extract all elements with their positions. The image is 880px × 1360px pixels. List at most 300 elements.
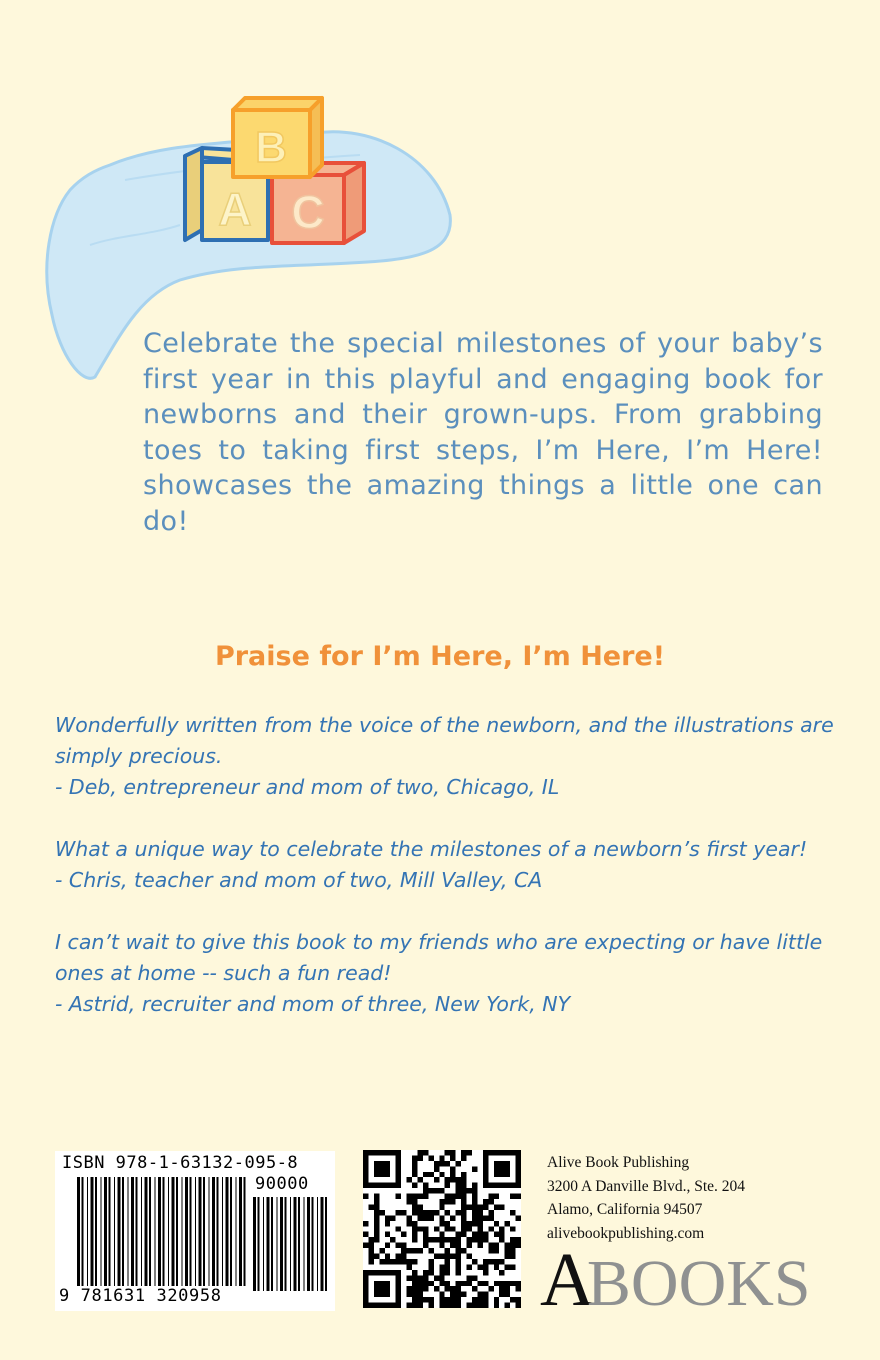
qr-module [499, 1204, 504, 1209]
review-attribution: - Chris, teacher and mom of two, Mill Valley, CA [55, 868, 543, 892]
qr-module [423, 1286, 428, 1291]
isbn-label: ISBN 978-1-63132-095-8 [62, 1153, 299, 1173]
qr-module [417, 1297, 422, 1302]
qr-module [385, 1150, 390, 1155]
qr-module [434, 1188, 439, 1193]
barcode-bar [267, 1197, 270, 1291]
qr-module [385, 1259, 390, 1264]
qr-module [505, 1161, 510, 1166]
qr-module [461, 1194, 466, 1199]
qr-module [445, 1150, 450, 1155]
qr-module [467, 1303, 472, 1308]
qr-module [439, 1199, 444, 1204]
qr-module [505, 1166, 510, 1171]
qr-module [385, 1221, 390, 1226]
qr-module [450, 1286, 455, 1291]
qr-module [374, 1226, 379, 1231]
qr-module [417, 1204, 422, 1209]
qr-module [396, 1254, 401, 1259]
qr-module [445, 1264, 450, 1269]
barcode-bar [263, 1197, 264, 1291]
qr-module [439, 1188, 444, 1193]
qr-module [461, 1248, 466, 1253]
qr-module [396, 1172, 401, 1177]
qr-module [505, 1281, 510, 1286]
qr-module [423, 1183, 428, 1188]
qr-module [499, 1166, 504, 1171]
barcode-bar [277, 1197, 278, 1291]
qr-module [390, 1259, 395, 1264]
qr-module [396, 1150, 401, 1155]
qr-module [477, 1215, 482, 1220]
qr-module [505, 1243, 510, 1248]
barcode-bar [182, 1177, 183, 1286]
barcode-bar [217, 1177, 219, 1286]
barcode-bar [118, 1177, 121, 1286]
qr-module [467, 1275, 472, 1280]
qr-module [488, 1194, 493, 1199]
qr-module [467, 1281, 472, 1286]
qr-module [412, 1270, 417, 1275]
barcode-bar [128, 1177, 129, 1286]
barcode-bar [209, 1177, 210, 1286]
qr-module [456, 1254, 461, 1259]
qr-module [445, 1248, 450, 1253]
qr-module [363, 1275, 368, 1280]
qr-module [396, 1292, 401, 1297]
qr-module [439, 1155, 444, 1160]
qr-module [461, 1155, 466, 1160]
qr-module [483, 1270, 488, 1275]
qr-module [368, 1237, 373, 1242]
barcode-bar [317, 1197, 318, 1291]
qr-module [439, 1303, 444, 1308]
qr-module [505, 1248, 510, 1253]
review-quote: What a unique way to celebrate the milestones of a newborn’s first year! [55, 837, 808, 861]
qr-module [456, 1237, 461, 1242]
qr-module [516, 1166, 521, 1171]
qr-module [439, 1204, 444, 1209]
qr-module [407, 1259, 412, 1264]
qr-module [461, 1172, 466, 1177]
logo-initial: A [540, 1238, 595, 1322]
ean-digits: 9 781631 320958 [59, 1286, 222, 1306]
qr-module [363, 1183, 368, 1188]
barcode-bar [95, 1177, 97, 1286]
qr-module [379, 1303, 384, 1308]
barcode-bar [195, 1177, 196, 1286]
barcode-bar [91, 1177, 94, 1286]
qr-module [461, 1210, 466, 1215]
qr-module [499, 1281, 504, 1286]
qr-module [467, 1254, 472, 1259]
qr-module [483, 1183, 488, 1188]
qr-module [516, 1297, 521, 1302]
qr-module [434, 1286, 439, 1291]
barcode-bar [294, 1197, 297, 1291]
qr-module [374, 1232, 379, 1237]
qr-module [374, 1270, 379, 1275]
qr-module [505, 1150, 510, 1155]
qr-module [439, 1161, 444, 1166]
qr-module [428, 1270, 433, 1275]
barcode-bar [158, 1177, 161, 1286]
qr-module [483, 1161, 488, 1166]
qr-module [439, 1172, 444, 1177]
qr-module [396, 1155, 401, 1160]
barcode-bar [312, 1197, 314, 1291]
qr-module [483, 1172, 488, 1177]
qr-module [434, 1210, 439, 1215]
barcode-bar [271, 1197, 273, 1291]
qr-module [385, 1215, 390, 1220]
qr-module [363, 1172, 368, 1177]
qr-module [412, 1232, 417, 1237]
qr-module [505, 1183, 510, 1188]
qr-module [450, 1199, 455, 1204]
qr-module [445, 1303, 450, 1308]
qr-module [494, 1232, 499, 1237]
review-attribution: - Astrid, recruiter and mom of three, New York, NY [55, 992, 571, 1016]
barcode-bar [199, 1177, 202, 1286]
qr-module [363, 1297, 368, 1302]
qr-module [510, 1254, 515, 1259]
qr-module [445, 1226, 450, 1231]
qr-module [423, 1281, 428, 1286]
qr-module [396, 1210, 401, 1215]
qr-module [428, 1215, 433, 1220]
qr-module [472, 1237, 477, 1242]
qr-module [407, 1248, 412, 1253]
qr-module [477, 1303, 482, 1308]
qr-module [516, 1215, 521, 1220]
qr-module [374, 1281, 379, 1286]
qr-module [494, 1281, 499, 1286]
qr-module [423, 1150, 428, 1155]
qr-module [423, 1243, 428, 1248]
qr-module [417, 1155, 422, 1160]
barcode-bar [163, 1177, 165, 1286]
qr-module [450, 1177, 455, 1182]
qr-code [363, 1150, 521, 1308]
qr-module [412, 1221, 417, 1226]
qr-module [516, 1281, 521, 1286]
qr-module [456, 1259, 461, 1264]
qr-module [439, 1281, 444, 1286]
barcode-bar [87, 1177, 88, 1286]
qr-module [494, 1204, 499, 1209]
qr-module [363, 1281, 368, 1286]
barcode-bar [290, 1197, 291, 1291]
qr-module [374, 1237, 379, 1242]
barcode-bar [168, 1177, 169, 1286]
qr-module [456, 1303, 461, 1308]
qr-module [401, 1248, 406, 1253]
qr-module [407, 1194, 412, 1199]
qr-module [428, 1303, 433, 1308]
barcode-bar [203, 1177, 205, 1286]
qr-module [516, 1155, 521, 1160]
qr-module [390, 1303, 395, 1308]
qr-module [439, 1270, 444, 1275]
qr-module [450, 1292, 455, 1297]
isbn-barcode [55, 1151, 335, 1311]
qr-module [428, 1155, 433, 1160]
qr-module [450, 1243, 455, 1248]
publisher-info [547, 1151, 745, 1245]
qr-module [396, 1243, 401, 1248]
qr-module [477, 1210, 482, 1215]
review-astrid [55, 927, 835, 1020]
qr-module [439, 1237, 444, 1242]
qr-module [472, 1204, 477, 1209]
qr-module [510, 1243, 515, 1248]
qr-module [510, 1264, 515, 1269]
barcode-bar [212, 1177, 215, 1286]
qr-module [445, 1183, 450, 1188]
qr-module [499, 1270, 504, 1275]
qr-module [483, 1199, 488, 1204]
qr-module [467, 1221, 472, 1226]
qr-module [456, 1188, 461, 1193]
qr-module [477, 1292, 482, 1297]
qr-module [401, 1259, 406, 1264]
qr-module [396, 1194, 401, 1199]
qr-module [505, 1292, 510, 1297]
qr-module [379, 1210, 384, 1215]
qr-module [396, 1161, 401, 1166]
barcode-bar [131, 1177, 134, 1286]
qr-module [488, 1150, 493, 1155]
qr-module [412, 1204, 417, 1209]
qr-module [510, 1297, 515, 1302]
qr-module [450, 1194, 455, 1199]
abooks-logo [540, 1238, 811, 1322]
qr-module [461, 1281, 466, 1286]
qr-module [488, 1286, 493, 1291]
barcode-bar [114, 1177, 115, 1286]
qr-module [412, 1281, 417, 1286]
qr-module [363, 1161, 368, 1166]
barcode-bar [239, 1177, 242, 1286]
qr-module [499, 1183, 504, 1188]
qr-module [428, 1264, 433, 1269]
qr-module [445, 1210, 450, 1215]
qr-module [445, 1259, 450, 1264]
qr-module [467, 1264, 472, 1269]
qr-module [472, 1183, 477, 1188]
qr-module [494, 1221, 499, 1226]
qr-module [423, 1226, 428, 1231]
qr-module [368, 1270, 373, 1275]
qr-module [374, 1183, 379, 1188]
qr-module [379, 1286, 384, 1291]
qr-module [385, 1161, 390, 1166]
qr-module [401, 1243, 406, 1248]
qr-module [379, 1248, 384, 1253]
qr-module [374, 1204, 379, 1209]
barcode-bar [104, 1177, 107, 1286]
qr-module [510, 1150, 515, 1155]
qr-module [379, 1183, 384, 1188]
price-code: 90000 [255, 1174, 309, 1194]
qr-module [396, 1183, 401, 1188]
qr-module [461, 1199, 466, 1204]
review-attribution: - Deb, entrepreneur and mom of two, Chicago, IL [55, 775, 560, 799]
barcode-bar [230, 1177, 232, 1286]
qr-module [472, 1297, 477, 1302]
qr-module [472, 1286, 477, 1291]
qr-module [412, 1275, 417, 1280]
qr-module [472, 1232, 477, 1237]
qr-module [516, 1194, 521, 1199]
qr-module [477, 1243, 482, 1248]
qr-module [374, 1150, 379, 1155]
block-b [233, 98, 322, 177]
barcode-bar [77, 1177, 80, 1286]
qr-module [434, 1161, 439, 1166]
qr-module [428, 1172, 433, 1177]
qr-module [379, 1259, 384, 1264]
qr-module [363, 1232, 368, 1237]
qr-module [412, 1226, 417, 1231]
logo-wordmark: BOOKS [586, 1247, 811, 1320]
block-a-letter: A [218, 183, 252, 235]
publisher-address-line1: 3200 A Danville Blvd., Ste. 204 [547, 1177, 746, 1195]
qr-module [379, 1150, 384, 1155]
barcode-bar [244, 1177, 246, 1286]
qr-module [494, 1172, 499, 1177]
qr-module [461, 1177, 466, 1182]
qr-module [434, 1237, 439, 1242]
qr-module [450, 1254, 455, 1259]
barcode-bar [185, 1177, 188, 1286]
qr-module [456, 1264, 461, 1269]
qr-module [499, 1150, 504, 1155]
barcode-bar [149, 1177, 151, 1286]
qr-module [385, 1183, 390, 1188]
qr-module [477, 1221, 482, 1226]
qr-module [417, 1275, 422, 1280]
qr-module [423, 1237, 428, 1242]
barcode-bar [222, 1177, 223, 1286]
qr-module [423, 1210, 428, 1215]
qr-module [445, 1270, 450, 1275]
qr-module [516, 1286, 521, 1291]
qr-module [423, 1275, 428, 1280]
qr-module [477, 1264, 482, 1269]
qr-module [385, 1303, 390, 1308]
qr-module [428, 1188, 433, 1193]
qr-module [488, 1210, 493, 1215]
qr-module [472, 1166, 477, 1171]
qr-module [396, 1177, 401, 1182]
qr-module [494, 1297, 499, 1302]
qr-module [396, 1226, 401, 1231]
qr-module [510, 1210, 515, 1215]
qr-module [368, 1254, 373, 1259]
qr-module [467, 1204, 472, 1209]
qr-module [374, 1172, 379, 1177]
qr-module [450, 1150, 455, 1155]
qr-module [472, 1210, 477, 1215]
qr-module [477, 1232, 482, 1237]
qr-module [417, 1177, 422, 1182]
qr-module [483, 1177, 488, 1182]
qr-module [385, 1292, 390, 1297]
qr-module [439, 1243, 444, 1248]
qr-module [412, 1237, 417, 1242]
qr-module [374, 1254, 379, 1259]
qr-module [494, 1150, 499, 1155]
qr-module [461, 1215, 466, 1220]
qr-module [396, 1270, 401, 1275]
qr-module [456, 1243, 461, 1248]
qr-module [412, 1155, 417, 1160]
qr-module [450, 1237, 455, 1242]
review-chris [55, 834, 835, 896]
publisher-website: alivebookpublishing.com [547, 1224, 705, 1242]
qr-module [499, 1237, 504, 1242]
qr-module [510, 1248, 515, 1253]
qr-module [483, 1281, 488, 1286]
qr-module [472, 1194, 477, 1199]
qr-module [477, 1237, 482, 1242]
qr-module [390, 1270, 395, 1275]
qr-module [499, 1259, 504, 1264]
qr-module [423, 1270, 428, 1275]
barcode-bar [141, 1177, 142, 1286]
qr-module [499, 1286, 504, 1291]
qr-module [439, 1254, 444, 1259]
qr-module [488, 1183, 493, 1188]
qr-module [456, 1183, 461, 1188]
qr-module [510, 1226, 515, 1231]
barcode-bar [285, 1197, 287, 1291]
qr-module [385, 1281, 390, 1286]
qr-module [461, 1183, 466, 1188]
qr-module [505, 1303, 510, 1308]
qr-module [456, 1270, 461, 1275]
qr-module [516, 1183, 521, 1188]
qr-module [445, 1237, 450, 1242]
qr-module [445, 1281, 450, 1286]
qr-module [368, 1248, 373, 1253]
qr-module [412, 1297, 417, 1302]
barcode-bar [155, 1177, 156, 1286]
qr-module [467, 1226, 472, 1231]
qr-module [417, 1194, 422, 1199]
qr-module [472, 1215, 477, 1220]
qr-module [396, 1166, 401, 1171]
qr-module [379, 1270, 384, 1275]
qr-module [428, 1237, 433, 1242]
qr-module [396, 1281, 401, 1286]
barcode-bar [280, 1197, 283, 1291]
qr-module [472, 1188, 477, 1193]
qr-module [374, 1303, 379, 1308]
qr-module [472, 1199, 477, 1204]
qr-module [472, 1303, 477, 1308]
qr-module [407, 1177, 412, 1182]
qr-module [456, 1281, 461, 1286]
qr-module [374, 1210, 379, 1215]
publisher-address-line2: Alamo, California 94507 [547, 1201, 703, 1218]
qr-module [494, 1166, 499, 1171]
qr-module [488, 1199, 493, 1204]
qr-module [363, 1155, 368, 1160]
barcode-bar [298, 1197, 300, 1291]
